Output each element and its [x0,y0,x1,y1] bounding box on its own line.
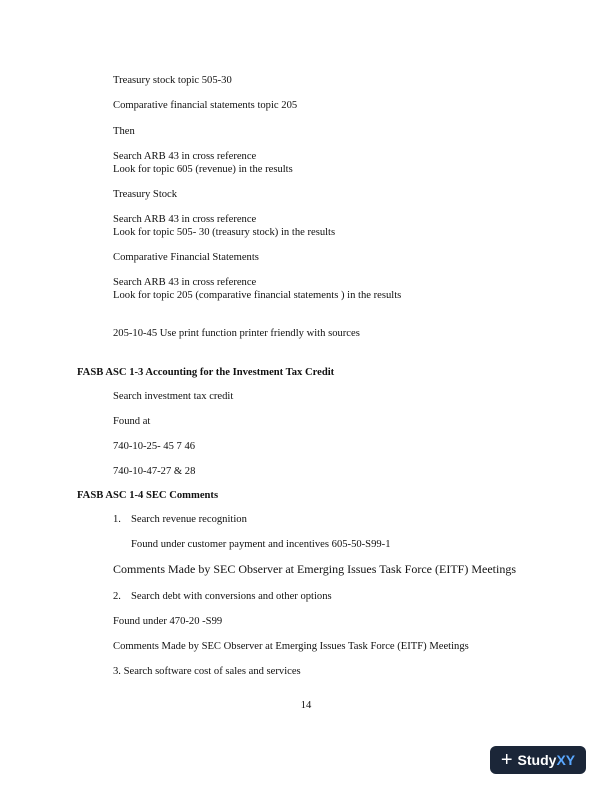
plus-icon: + [500,749,513,771]
line-740-10-47: 740-10-47-27 & 28 [113,466,196,477]
line-found-605-50: Found under customer payment and incentives 605-50-S99-1 [131,539,391,550]
line-comparative-topic: Comparative financial statements topic 205 [113,100,298,111]
line-look-topic-505: Look for topic 505- 30 (treasury stock) in the results [113,227,336,238]
line-comments-sec-1: Comments Made by SEC Observer at Emerging Issues Task Force (EITF) Meetings [113,562,516,576]
list-item-2-number: 2. [113,591,121,602]
line-look-topic-205: Look for topic 205 (comparative financial statements ) in the results [113,290,402,301]
line-treasury-stock: Treasury Stock [113,189,178,200]
heading-asc-1-3: FASB ASC 1-3 Accounting for the Investment Tax Credit [77,367,335,378]
brand-name-xy: XY [556,752,576,768]
line-740-10-25: 740-10-25- 45 7 46 [113,441,196,452]
line-search-arb43-2: Search ARB 43 in cross reference [113,214,257,225]
line-comparative-fs: Comparative Financial Statements [113,252,259,263]
list-item-2: Search debt with conversions and other options [131,591,332,602]
page-number: 14 [300,700,312,711]
line-205-10-45: 205-10-45 Use print function printer friendly with sources [113,328,360,339]
line-found-470-20: Found under 470-20 -S99 [113,616,223,627]
line-found-at: Found at [113,416,151,427]
line-search-itc: Search investment tax credit [113,391,234,402]
line-look-topic-605: Look for topic 605 (revenue) in the results [113,164,293,175]
line-search-arb43: Search ARB 43 in cross reference [113,151,257,162]
line-comments-sec-2: Comments Made by SEC Observer at Emerging Issues Task Force (EITF) Meetings [113,641,469,652]
list-item-1: Search revenue recognition [131,514,247,525]
line-treasury-topic: Treasury stock topic 505-30 [113,75,232,86]
list-item-1-number: 1. [113,514,121,525]
heading-asc-1-4: FASB ASC 1-4 SEC Comments [77,490,219,501]
brand-name-study: Study [517,752,557,768]
line-search-arb43-3: Search ARB 43 in cross reference [113,277,257,288]
studyxy-badge[interactable] [490,746,586,774]
list-item-3: 3. Search software cost of sales and services [113,666,301,677]
line-then: Then [113,126,135,137]
